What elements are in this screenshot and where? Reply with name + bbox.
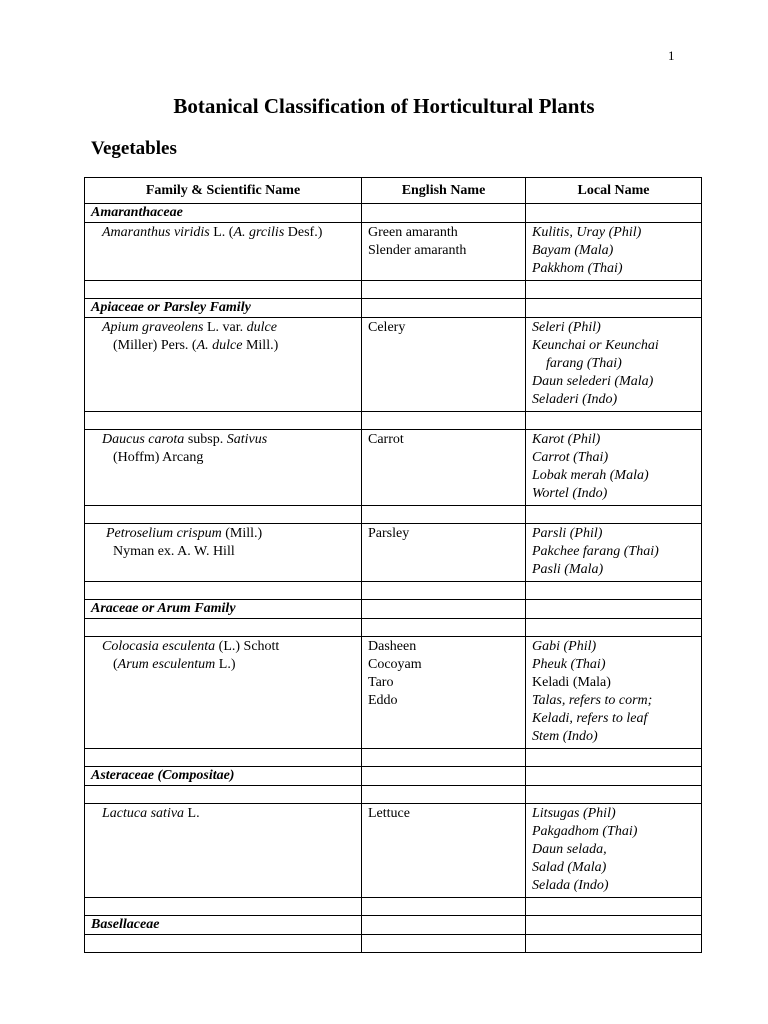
scientific-name: Lactuca sativa L. [85, 804, 362, 898]
scientific-name: Amaranthus viridis L. (A. grcilis Desf.) [85, 223, 362, 281]
family-name: Asteraceae (Compositae) [85, 767, 362, 786]
family-name: Amaranthaceae [85, 204, 362, 223]
english-name: Dasheen Cocoyam Taro Eddo [362, 637, 526, 749]
family-row-apiaceae [85, 299, 702, 318]
spacer-row [85, 786, 702, 804]
family-row-amaranthaceae [85, 204, 702, 223]
spacer-row [85, 619, 702, 637]
classification-table [84, 177, 702, 953]
document-title: Botanical Classification of Horticultural Plants [173, 94, 595, 118]
local-name: Parsli (Phil) Pakchee farang (Thai) Pasli (Mala) [526, 524, 702, 582]
column-header-family: Family & Scientific Name [85, 178, 362, 204]
english-name: Celery [362, 318, 526, 412]
spacer-row [85, 749, 702, 767]
local-name: Karot (Phil) Carrot (Thai) Lobak merah (Mala) Wortel (Indo) [526, 430, 702, 506]
family-name: Apiaceae or Parsley Family [85, 299, 362, 318]
page-number: 1 [668, 48, 675, 63]
local-name: Gabi (Phil) Pheuk (Thai) Keladi (Mala) Talas, refers to corm; Keladi, refers to leaf Stem (Indo) [526, 637, 702, 749]
table-header-row [85, 178, 702, 204]
species-row-colocasia [85, 637, 702, 749]
family-row-araceae [85, 600, 702, 619]
family-row-basellaceae [85, 916, 702, 935]
species-row-petroselium [85, 524, 702, 582]
spacer-row [85, 582, 702, 600]
family-row-asteraceae [85, 767, 702, 786]
column-header-english: English Name [362, 178, 526, 204]
section-heading: Vegetables [91, 138, 177, 159]
scientific-name: Daucus carota subsp. Sativus (Hoffm) Arcang [85, 430, 362, 506]
local-name: Kulitis, Uray (Phil) Bayam (Mala) Pakkhom (Thai) [526, 223, 702, 281]
species-row-apium [85, 318, 702, 412]
local-name: Litsugas (Phil) Pakgadhom (Thai) Daun selada, Salad (Mala) Selada (Indo) [526, 804, 702, 898]
english-name: Parsley [362, 524, 526, 582]
family-name: Basellaceae [85, 916, 362, 935]
species-row-lactuca [85, 804, 702, 898]
english-name: Carrot [362, 430, 526, 506]
spacer-row [85, 281, 702, 299]
scientific-name: Colocasia esculenta (L.) Schott (Arum esculentum L.) [85, 637, 362, 749]
english-name: Lettuce [362, 804, 526, 898]
spacer-row [85, 506, 702, 524]
spacer-row [85, 412, 702, 430]
species-row-amaranthus [85, 223, 702, 281]
spacer-row [85, 935, 702, 953]
spacer-row [85, 898, 702, 916]
local-name: Seleri (Phil) Keunchai or Keunchai farang (Thai) Daun selederi (Mala) Seladeri (Indo) [526, 318, 702, 412]
family-name: Araceae or Arum Family [85, 600, 362, 619]
species-row-daucus [85, 430, 702, 506]
scientific-name: Apium graveolens L. var. dulce (Miller) Pers. (A. dulce Mill.) [85, 318, 362, 412]
english-name: Green amaranth Slender amaranth [362, 223, 526, 281]
scientific-name: Petroselium crispum (Mill.) Nyman ex. A. W. Hill [85, 524, 362, 582]
column-header-local: Local Name [526, 178, 702, 204]
